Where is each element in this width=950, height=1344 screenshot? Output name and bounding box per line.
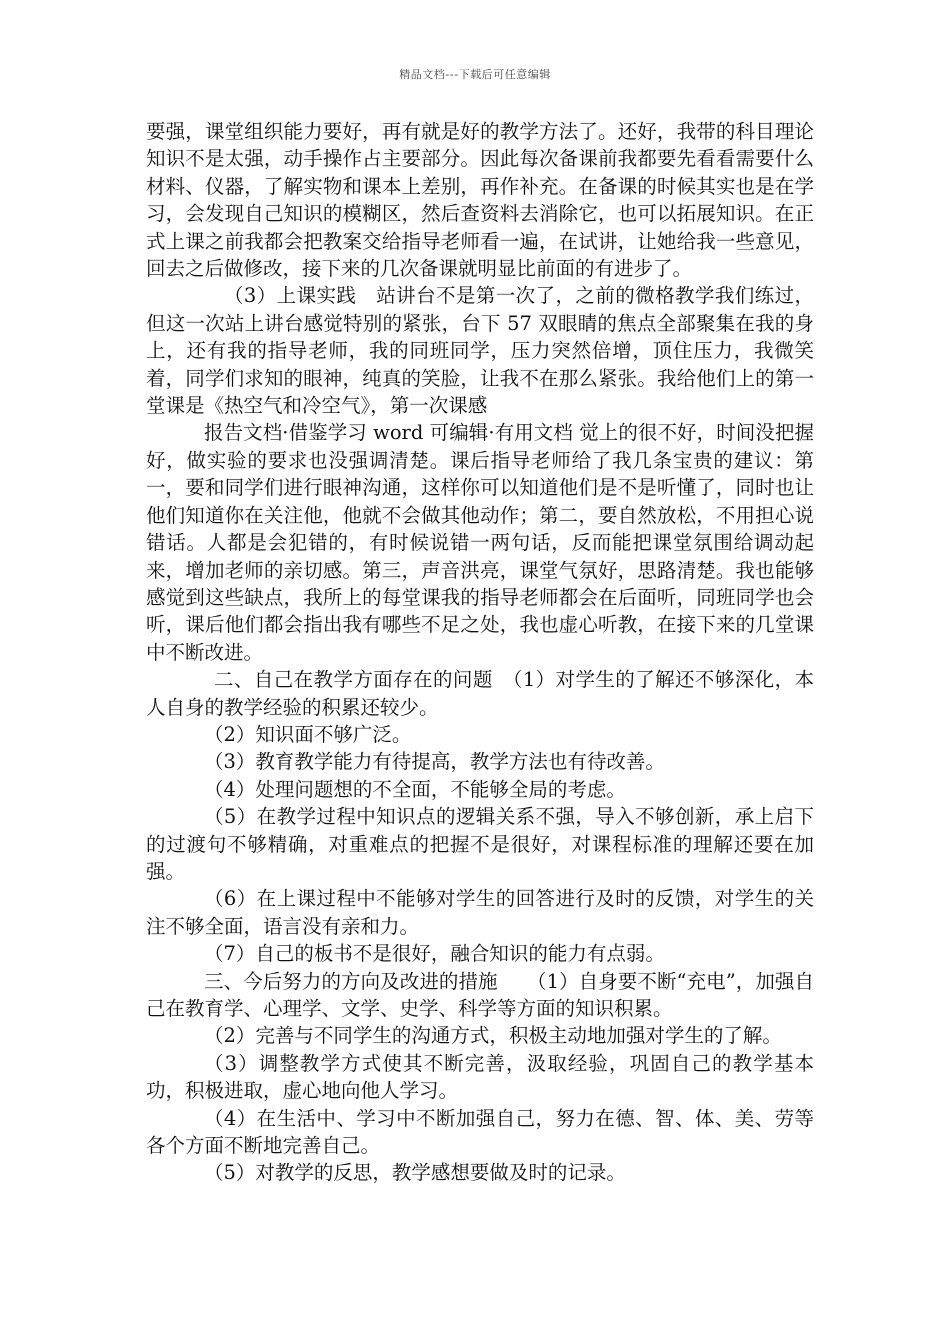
problem-item-2: （2）知识面不够广泛。 bbox=[204, 722, 412, 746]
improvement-item-2: （2）完善与不同学生的沟通方式，积极主动地加强对学生的了解。 bbox=[204, 1024, 782, 1048]
paragraph-lesson-preparation: 要强，课堂组织能力要好，再有就是好的教学方法了。还好，我带的科目理论知识不是太强，动手操作占主要部分。因此每次备课前我都要先看看需要什么材料、仪器，了解实物和课本上差别，再作补充。在备课的时候其实也是在学习，会发现自己知识的模糊区，然后查资料去消除它，也可以拓展知识。在正式上课之前我都会把教案交给指导老师看一遍，在试讲，让她给我一些意见，回去之后做修改，接下来的几次备课就明显比前面的有进步了。 bbox=[146, 120, 814, 281]
page-header: 精品文档---下载后可任意编辑 bbox=[399, 68, 551, 81]
problem-item-4: （4）处理问题想的不全面，不能够全局的考虑。 bbox=[204, 777, 626, 801]
paragraph-improvement-heading: 三、今后努力的方向及改进的措施 （1）自身要不断“充电”，加强自己在教育学、心理学、文学、史学、科学等方面的知识积累。 bbox=[146, 969, 814, 1020]
improvement-item-4: （4）在生活中、学习中不断加强自己，努力在德、智、体、美、劳等各个方面不断地完善自己。 bbox=[146, 1106, 814, 1158]
improvement-item-3: （3）调整教学方式使其不断完善，汲取经验，巩固自己的教学基本功，积极进取，虚心地向他人学习。 bbox=[146, 1051, 814, 1103]
improvement-item-5: （5）对教学的反思，教学感想要做及时的记录。 bbox=[204, 1161, 626, 1185]
problem-item-5: （5）在教学过程中知识点的逻辑关系不强，导入不够创新，承上启下的过渡句不够精确，对重难点的把握不是很好，对课程标准的理解还要在加强。 bbox=[146, 805, 814, 883]
document-body bbox=[146, 118, 814, 1187]
paragraph-teaching-practice: （3）上课实践 站讲台不是第一次了，之前的微格教学我们练过，但这一次站上讲台感觉特别的紧张，台下 57 双眼睛的焦点全部聚集在我的身上，还有我的指导老师，我的同班同学，压力突然倍增，顶住压力，我微笑着，同学们求知的眼神，纯真的笑脸，让我不在那么紧张。我给他们上的第一堂课是《热空气和冷空气》，第一次课感 bbox=[146, 284, 814, 418]
paragraph-problems-heading: 二、自己在教学方面存在的问题 （1）对学生的了解还不够深化，本人自身的教学经验的积累还较少。 bbox=[146, 668, 814, 719]
problem-item-3: （3）教育教学能力有待提高，教学方法也有待改善。 bbox=[204, 750, 665, 774]
paragraph-teacher-feedback: 报告文档·借鉴学习 word 可编辑·有用文档 觉上的很不好，时间没把握好，做实验的要求也没强调清楚。课后指导老师给了我几条宝贵的建议：第一，要和同学们进行眼神沟通，这样你可以知道他们是不是听懂了，同时也让他们知道你在关注他，他就不会做其他动作；第二，要自然放松，不用担心说错话。人都是会犯错的，有时候说错一两句话，反而能把课堂氛围给调动起来，增加老师的亲切感。第三，声音洪亮，课堂气氛好，思路清楚。我也能够感觉到这些缺点，我所上的每堂课我的指导老师都会在后面听，同班同学也会听，课后他们都会指出我有哪些不足之处，我也虚心听教，在接下来的几堂课中不断改进。 bbox=[146, 421, 814, 664]
problem-item-7: （7）自己的板书不是很好，融合知识的能力有点弱。 bbox=[204, 942, 665, 966]
problem-item-6: （6）在上课过程中不能够对学生的回答进行及时的反馈，对学生的关注不够全面，语言没有亲和力。 bbox=[146, 887, 814, 938]
